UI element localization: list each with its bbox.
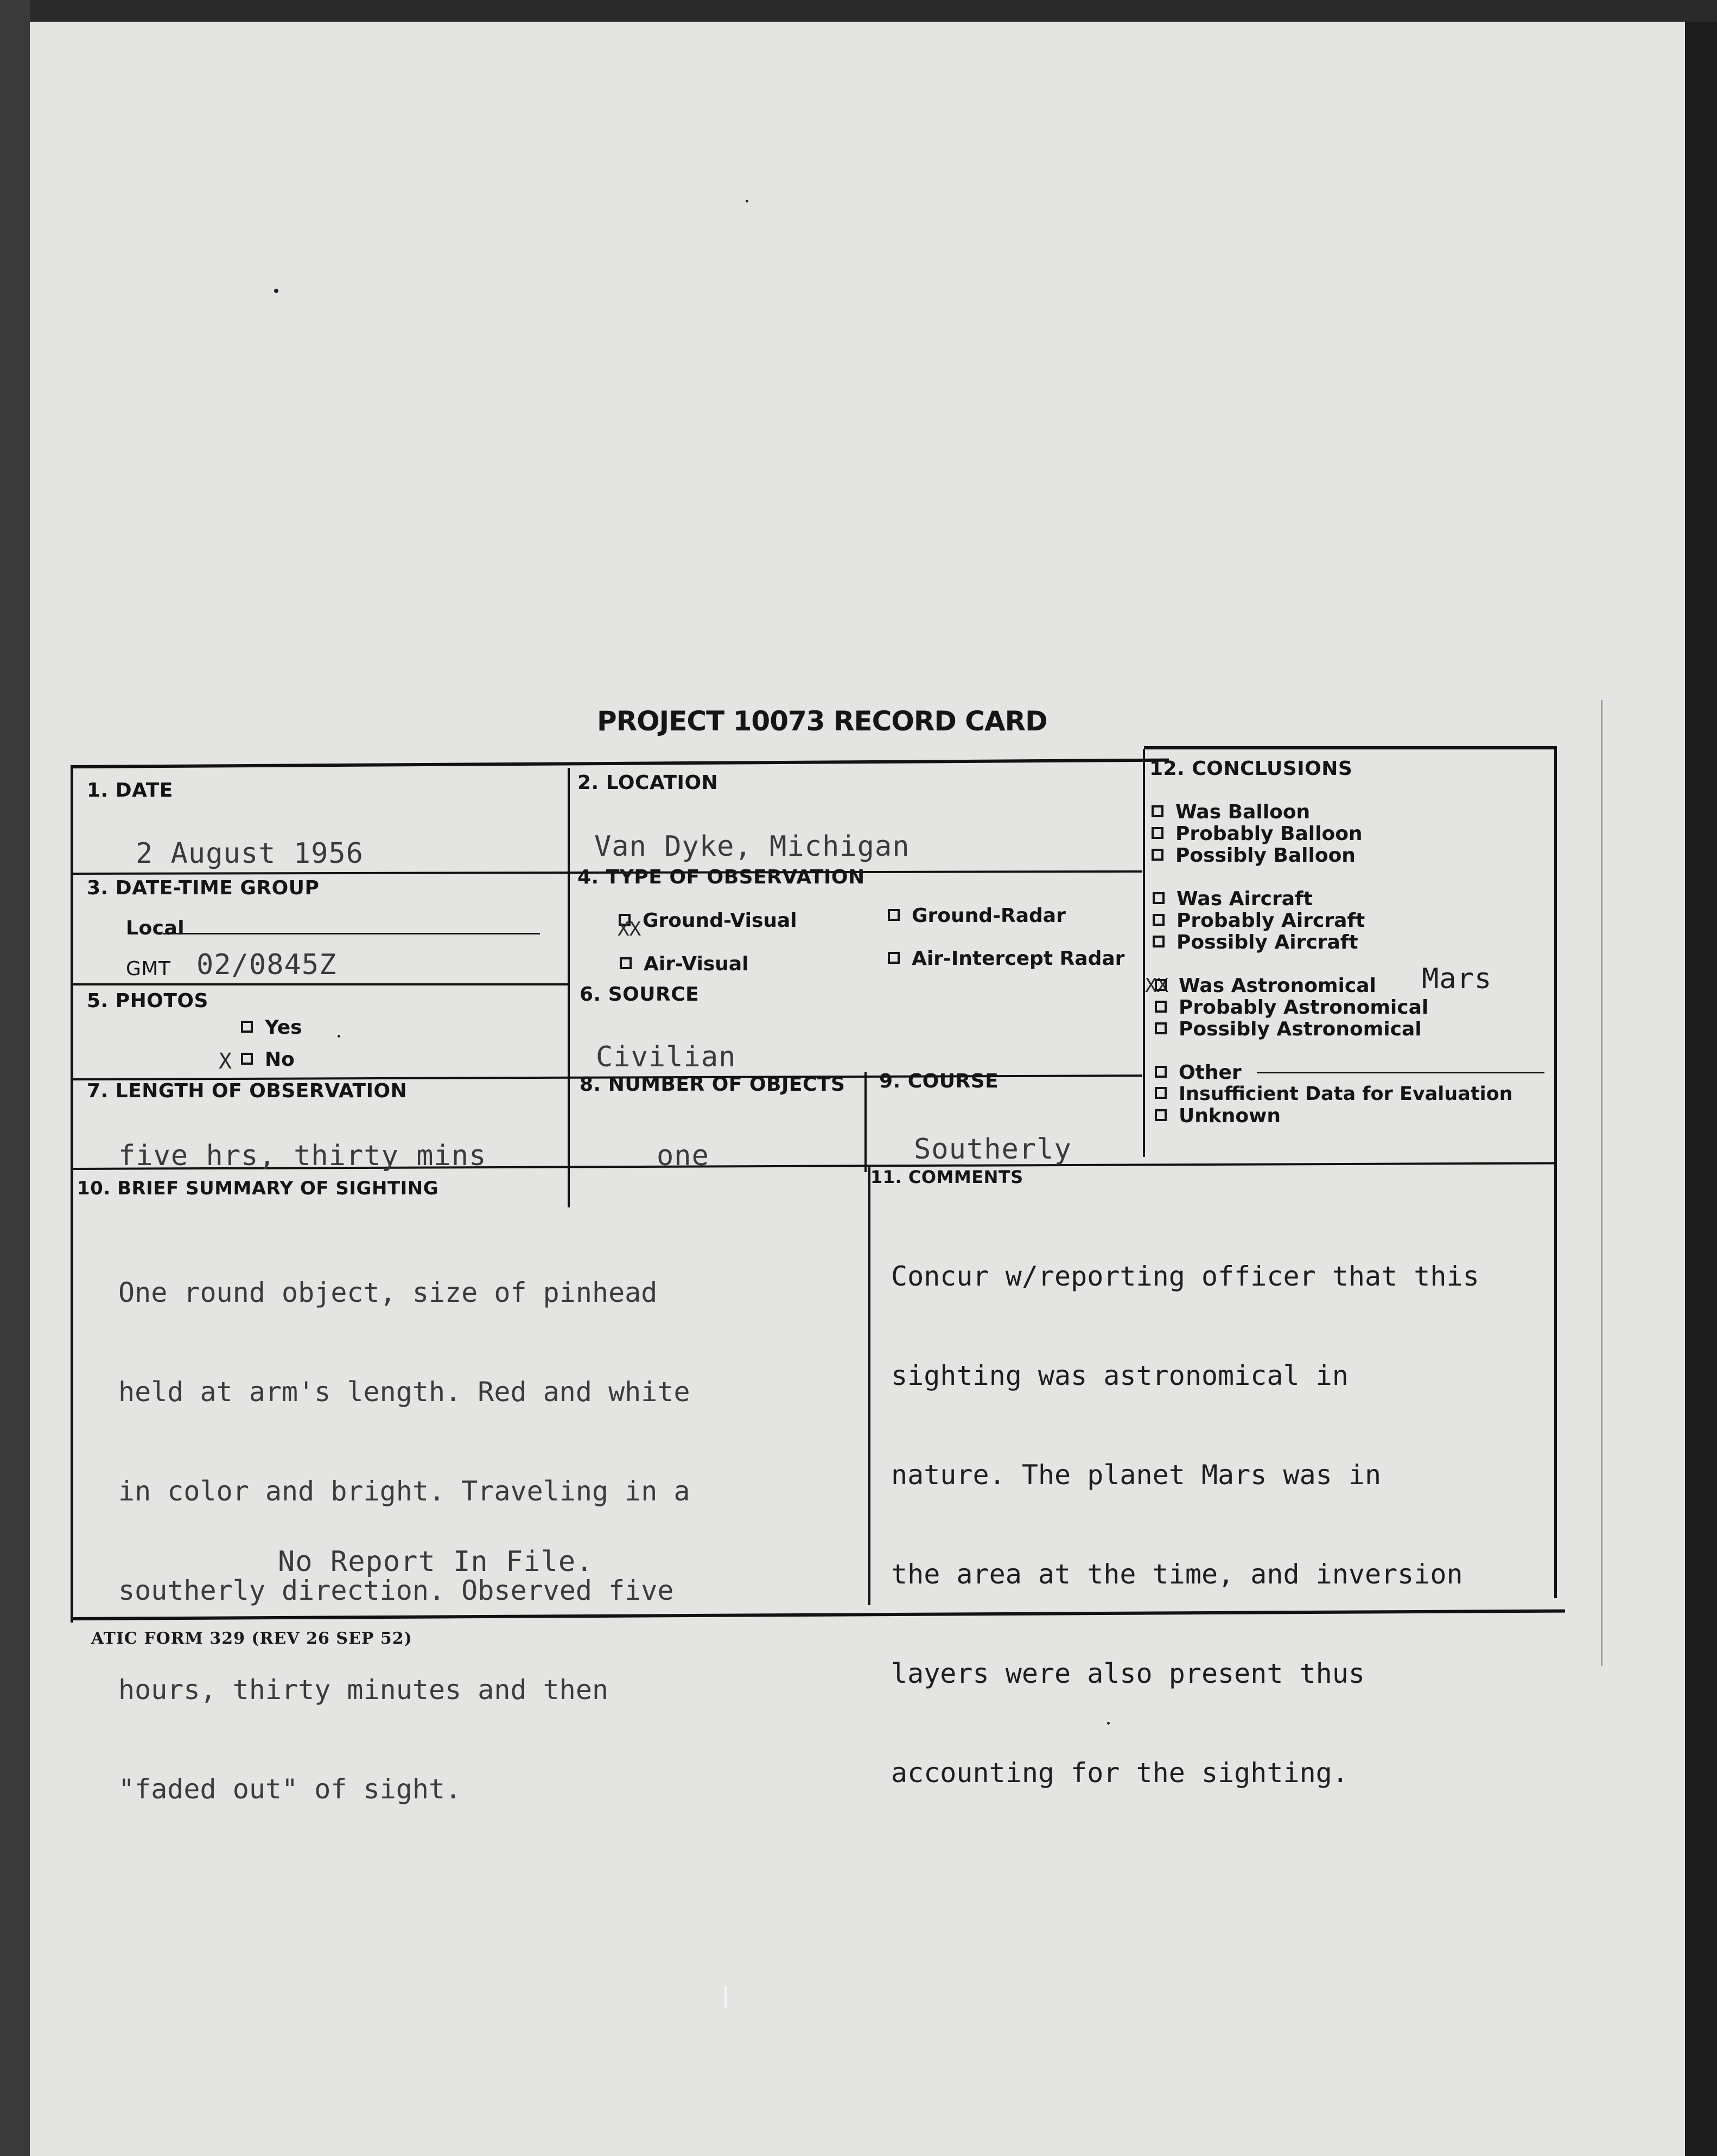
observation-option-ground-radar[interactable]: Ground-Radar <box>888 905 1066 927</box>
conclusion-option[interactable]: Possibly Aircraft <box>1153 931 1358 953</box>
card-title: PROJECT 10073 RECORD CARD <box>597 705 1047 737</box>
observation-checkmark: XX <box>618 918 641 940</box>
summary-line: "faded out" of sight. <box>118 1773 462 1805</box>
comments-line: the area at the time, and inversion <box>891 1559 1463 1590</box>
scan-speck <box>338 1035 340 1038</box>
checkbox-icon <box>1155 1066 1167 1078</box>
photos-label: 5. PHOTOS <box>87 990 208 1012</box>
scan-speck <box>274 289 278 293</box>
checkbox-icon <box>620 957 632 969</box>
num-objects-value: one <box>657 1140 709 1172</box>
checkbox-icon <box>1155 1022 1167 1034</box>
card-border-right <box>1554 746 1557 1598</box>
comments-line: accounting for the sighting. <box>891 1757 1349 1789</box>
conclusion-option[interactable]: Was Balloon <box>1152 801 1310 823</box>
conclusion-option[interactable]: Was Aircraft <box>1153 888 1313 910</box>
observation-type-label: 4. TYPE OF OBSERVATION <box>577 866 865 888</box>
divider-row-2 <box>73 983 570 985</box>
scan-speck <box>724 1986 727 2008</box>
checkbox-icon <box>1153 892 1165 904</box>
photos-option-no[interactable]: No <box>241 1048 295 1071</box>
dtg-gmt-value: 02/0845Z <box>196 949 337 981</box>
checkbox-icon <box>1152 849 1163 861</box>
comments-line: nature. The planet Mars was in <box>891 1459 1382 1491</box>
summary-line: hours, thirty minutes and then <box>118 1674 609 1706</box>
checkbox-icon <box>1153 936 1165 947</box>
observation-option-air-visual[interactable]: Air-Visual <box>620 953 749 975</box>
checkbox-icon <box>888 909 900 921</box>
num-objects-label: 8. NUMBER OF OBJECTS <box>580 1073 845 1096</box>
card-border-top-right <box>1144 746 1556 749</box>
summary-note: No Report In File. <box>278 1546 594 1578</box>
conclusion-option-other[interactable]: Other <box>1155 1061 1242 1084</box>
conclusion-astronomical-note: Mars <box>1422 963 1492 995</box>
divider-col-12 <box>1143 749 1145 1157</box>
form-id: ATIC FORM 329 (REV 26 SEP 52) <box>91 1629 412 1648</box>
source-value: Civilian <box>596 1041 736 1073</box>
source-label: 6. SOURCE <box>580 983 699 1006</box>
comments-label: 11. COMMENTS <box>870 1167 1023 1187</box>
scan-speck <box>746 200 748 202</box>
checkbox-icon <box>888 952 900 964</box>
photos-checkmark: X <box>219 1049 232 1074</box>
card-border-top <box>72 759 1169 768</box>
local-underline <box>163 933 540 934</box>
dtg-gmt-label: GMT <box>126 958 171 980</box>
dtg-label: 3. DATE-TIME GROUP <box>87 877 320 899</box>
conclusion-option[interactable]: Insufficient Data for Evaluation <box>1155 1083 1513 1105</box>
comments-line: sighting was astronomical in <box>891 1360 1349 1391</box>
summary-label: 10. BRIEF SUMMARY OF SIGHTING <box>77 1178 439 1199</box>
course-label: 9. COURSE <box>879 1070 999 1092</box>
length-label: 7. LENGTH OF OBSERVATION <box>87 1080 408 1102</box>
date-value: 2 August 1956 <box>136 837 364 870</box>
conclusion-option[interactable]: Probably Aircraft <box>1153 910 1365 932</box>
summary-line: southerly direction. Observed five <box>118 1575 674 1606</box>
comments-line: Concur w/reporting officer that this <box>891 1261 1479 1292</box>
conclusion-checkmark: XX <box>1145 975 1169 997</box>
divider-col-10-11 <box>868 1167 870 1605</box>
observation-option-ground-visual[interactable]: Ground-Visual <box>619 910 797 932</box>
checkbox-icon <box>1152 827 1163 839</box>
summary-text <box>118 1210 690 1872</box>
divider-col-1 <box>568 768 570 1207</box>
scan-speck <box>1601 700 1602 1666</box>
conclusion-option-was-astronomical[interactable]: Was Astronomical <box>1155 975 1376 997</box>
scan-speck <box>1107 1722 1110 1725</box>
comments-line: layers were also present thus <box>891 1658 1365 1689</box>
checkbox-icon <box>241 1021 253 1033</box>
summary-line: held at arm's length. Red and white <box>118 1376 690 1408</box>
date-label: 1. DATE <box>87 779 173 802</box>
dtg-local-label: Local <box>126 917 185 939</box>
checkbox-icon <box>1155 979 1167 991</box>
other-underline <box>1257 1072 1544 1073</box>
conclusions-label: 12. CONCLUSIONS <box>1149 758 1353 780</box>
course-value: Southerly <box>914 1133 1072 1166</box>
card-border-left <box>71 765 73 1623</box>
conclusion-option[interactable]: Probably Balloon <box>1152 823 1363 845</box>
conclusion-option[interactable]: Unknown <box>1155 1105 1281 1127</box>
checkbox-icon <box>241 1053 253 1065</box>
comments-text <box>891 1194 1479 1856</box>
divider-col-8-9 <box>864 1072 867 1172</box>
checkbox-icon <box>1155 1109 1167 1121</box>
conclusion-option[interactable]: Possibly Astronomical <box>1155 1018 1422 1040</box>
summary-line: in color and bright. Traveling in a <box>118 1476 690 1507</box>
conclusion-option[interactable]: Possibly Balloon <box>1152 844 1356 867</box>
checkbox-icon <box>1155 1001 1167 1013</box>
checkbox-icon <box>1152 805 1163 817</box>
location-label: 2. LOCATION <box>577 772 718 794</box>
observation-option-air-intercept-radar[interactable]: Air-Intercept Radar <box>888 947 1124 970</box>
location-value: Van Dyke, Michigan <box>594 830 910 863</box>
checkbox-icon <box>1153 914 1165 926</box>
length-value: five hrs, thirty mins <box>118 1140 487 1172</box>
photos-option-yes[interactable]: Yes <box>241 1016 302 1039</box>
conclusion-option[interactable]: Probably Astronomical <box>1155 996 1428 1019</box>
checkbox-icon <box>1155 1087 1167 1099</box>
summary-line: One round object, size of pinhead <box>118 1277 658 1308</box>
